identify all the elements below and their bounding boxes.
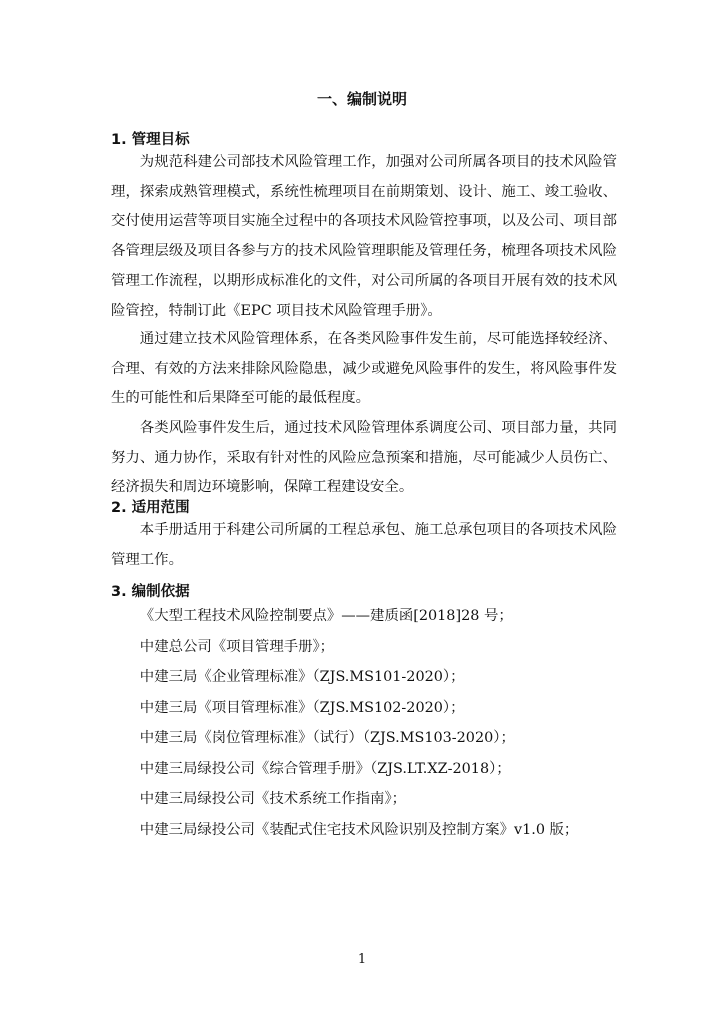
paragraph-scope: 本手册适用于科建公司所属的工程总承包、施工总承包项目的各项技术风险管理工作。 [111, 522, 617, 568]
reference-item: 中建三局《岗位管理标准》（试行）（ZJS.MS103-2020）； [139, 730, 515, 746]
section-heading-scope: 2. 适用范围 [111, 500, 190, 516]
reference-item: 中建总公司《项目管理手册》； [139, 638, 335, 655]
reference-list [111, 601, 617, 845]
reference-item: 中建三局绿投公司《综合管理手册》（ZJS.LT.XZ-2018）； [139, 760, 511, 777]
document-title: 一、编制说明 [316, 90, 407, 108]
reference-item: 中建三局《企业管理标准》（ZJS.MS101-2020）； [139, 669, 465, 685]
page-number: 1 [357, 952, 367, 967]
reference-item: 中建三局《项目管理标准》（ZJS.MS102-2020）； [139, 699, 465, 716]
paragraph-management-goal-3: 各类风险事件发生后，通过技术风险管理体系调度公司、项目部力量，共同努力、通力协作，采取有针对性的风险应急预案和措施，尽可能减少人员伤亡、经济损失和周边环境影响，保障工程建设安全。 [111, 420, 617, 496]
reference-item: 《大型工程技术风险控制要点》——建质函[2018]28 号； [139, 608, 513, 624]
reference-item: 中建三局绿投公司《技术系统工作指南》； [139, 791, 407, 807]
paragraph-management-goal-2: 通过建立技术风险管理体系，在各类风险事件发生前，尽可能选择较经济、合理、有效的方法来排除风险隐患，减少或避免风险事件的发生，将风险事件发生的可能性和后果降至可能的最低程度。 [111, 331, 617, 407]
paragraph-management-goal-1: 为规范科建公司部技术风险管理工作，加强对公司所属各项目的技术风险管理，探索成熟管理模式，系统性梳理项目在前期策划、设计、施工、竣工验收、交付使用运营等项目实施全过程中的各项技术风险管控事项，以及公司、项目部各管理层级及项目各参与方的技术风险管理职能及管理任务，梳理各项技术风险管理工作流程，以期形成标准化的文件，对公司所属的各项目开展有效的技术风险管控，特制订此《EPC 项目技术风险管理手册》。 [111, 154, 617, 319]
section-heading-management-goal: 1. 管理目标 [111, 132, 190, 148]
section-heading-basis: 3. 编制依据 [111, 584, 190, 600]
reference-item: 中建三局绿投公司《装配式住宅技术风险识别及控制方案》v1.0 版； [139, 821, 579, 838]
